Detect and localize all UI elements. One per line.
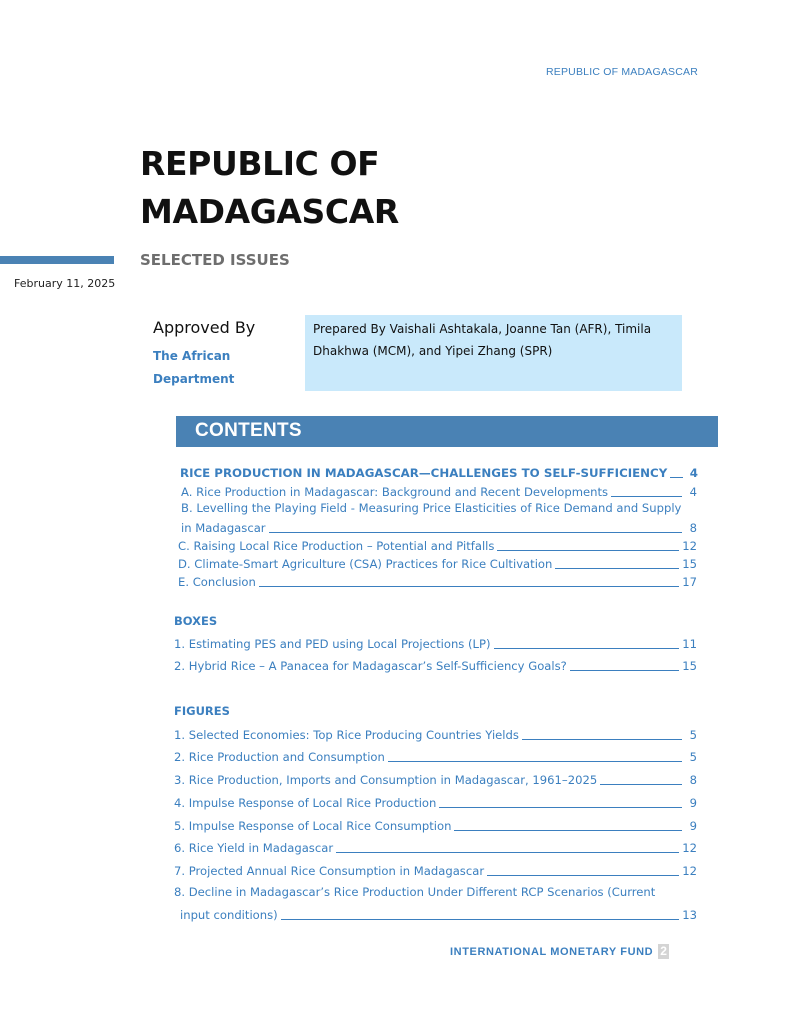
- toc-page-number: 15: [682, 659, 697, 673]
- toc-leader: [259, 586, 679, 587]
- publication-date: February 11, 2025: [14, 277, 116, 290]
- toc-leader: [494, 648, 680, 649]
- approving-department-line-2: Department: [153, 372, 235, 386]
- toc-figure-8-link[interactable]: [180, 905, 697, 923]
- toc-entry-text: 3. Rice Production, Imports and Consumption in Madagascar, 1961–2025: [174, 773, 598, 787]
- toc-figure-3-link[interactable]: [174, 770, 697, 788]
- toc-leader: [281, 919, 680, 920]
- title-accent-bar: [0, 256, 114, 264]
- prepared-by-box: Prepared By Vaishali Ashtakala, Joanne Tan (AFR), Timila Dhakhwa (MCM), and Yipei Zhang (SPR): [305, 315, 682, 391]
- toc-page-number: 12: [682, 539, 697, 553]
- page-title-line-1: REPUBLIC OF: [140, 144, 380, 183]
- toc-page-number: 4: [689, 485, 697, 499]
- toc-entry-text: 1. Estimating PES and PED using Local Projections (LP): [174, 637, 491, 651]
- toc-page-number: 12: [682, 864, 697, 878]
- toc-page-number: 15: [682, 557, 697, 571]
- toc-page-number: 13: [682, 908, 697, 922]
- contents-heading: CONTENTS: [176, 416, 718, 447]
- approving-department: [153, 345, 293, 391]
- toc-figure-7-link[interactable]: [174, 861, 697, 879]
- toc-page-number: 4: [689, 466, 698, 480]
- toc-leader: [336, 852, 679, 853]
- boxes-heading: BOXES: [174, 614, 218, 628]
- toc-box-1-link[interactable]: [174, 634, 697, 652]
- toc-page-number: 12: [682, 841, 697, 855]
- footer-organization: INTERNATIONAL MONETARY FUND: [450, 945, 654, 958]
- toc-box-2-link[interactable]: [174, 656, 697, 674]
- toc-entry-text: 4. Impulse Response of Local Rice Production: [174, 796, 437, 810]
- toc-leader: [611, 496, 682, 497]
- toc-section-e-link[interactable]: [178, 572, 697, 590]
- toc-entry-text: 2. Rice Production and Consumption: [174, 750, 385, 764]
- toc-leader: [454, 830, 682, 831]
- toc-entry-text: 1. Selected Economies: Top Rice Producing Countries Yields: [174, 728, 519, 742]
- toc-page-number: 9: [689, 819, 697, 833]
- toc-section-d-link[interactable]: [178, 554, 697, 572]
- toc-entry-text: 6. Rice Yield in Madagascar: [174, 841, 334, 855]
- toc-leader: [522, 739, 682, 740]
- page-title: [140, 140, 399, 236]
- toc-leader: [600, 784, 682, 785]
- toc-figure-4-link[interactable]: [174, 793, 697, 811]
- approving-department-line-1: The African: [153, 349, 231, 363]
- toc-section-a-link[interactable]: [181, 482, 697, 500]
- toc-section-b-line-1[interactable]: B. Levelling the Playing Field - Measuring Price Elasticities of Rice Demand and Supply: [181, 501, 682, 515]
- toc-entry-text: E. Conclusion: [178, 575, 256, 589]
- toc-entry-text: D. Climate-Smart Agriculture (CSA) Practices for Rice Cultivation: [178, 557, 553, 571]
- toc-entry-text: 5. Impulse Response of Local Rice Consumption: [174, 819, 452, 833]
- toc-figure-6-link[interactable]: [174, 838, 697, 856]
- toc-page-number: 17: [682, 575, 697, 589]
- page-footer: [450, 944, 669, 959]
- toc-entry-text: 2. Hybrid Rice – A Panacea for Madagascar’s Self-Sufficiency Goals?: [174, 659, 567, 673]
- toc-leader: [439, 807, 682, 808]
- toc-section-b-link[interactable]: [181, 518, 697, 536]
- toc-chapter-link[interactable]: [180, 463, 698, 481]
- page-title-line-2: MADAGASCAR: [140, 192, 399, 231]
- toc-page-number: 5: [689, 728, 697, 742]
- toc-leader: [388, 761, 682, 762]
- toc-page-number: 9: [689, 796, 697, 810]
- toc-entry-text: 7. Projected Annual Rice Consumption in Madagascar: [174, 864, 485, 878]
- toc-figure-2-link[interactable]: [174, 747, 697, 765]
- toc-page-number: 8: [689, 521, 697, 535]
- footer-page-number: 2: [660, 944, 668, 958]
- toc-page-number: 8: [689, 773, 697, 787]
- toc-leader: [570, 670, 679, 671]
- running-head: REPUBLIC OF MADAGASCAR: [545, 66, 698, 78]
- toc-figure-1-link[interactable]: [174, 725, 697, 743]
- toc-chapter-title: RICE PRODUCTION IN MADAGASCAR—CHALLENGES TO SELF-SUFFICIENCY: [180, 466, 668, 480]
- toc-section-c-link[interactable]: [178, 536, 697, 554]
- toc-figure-8-line-1[interactable]: 8. Decline in Madagascar’s Rice Production Under Different RCP Scenarios (Current: [174, 885, 656, 899]
- toc-leader: [497, 550, 679, 551]
- toc-page-number: 5: [689, 750, 697, 764]
- toc-entry-text: A. Rice Production in Madagascar: Background and Recent Developments: [181, 485, 609, 499]
- approved-by-label: Approved By: [153, 318, 256, 337]
- toc-entry-text: C. Raising Local Rice Production – Potential and Pitfalls: [178, 539, 495, 553]
- toc-entry-text: in Madagascar: [181, 521, 266, 535]
- toc-figure-5-link[interactable]: [174, 816, 697, 834]
- toc-leader: [670, 477, 683, 478]
- toc-leader: [269, 532, 682, 533]
- subtitle: SELECTED ISSUES: [140, 251, 290, 269]
- toc-leader: [555, 568, 679, 569]
- toc-leader: [487, 875, 679, 876]
- toc-page-number: 11: [682, 637, 697, 651]
- toc-entry-text: input conditions): [180, 908, 278, 922]
- figures-heading: FIGURES: [174, 704, 230, 718]
